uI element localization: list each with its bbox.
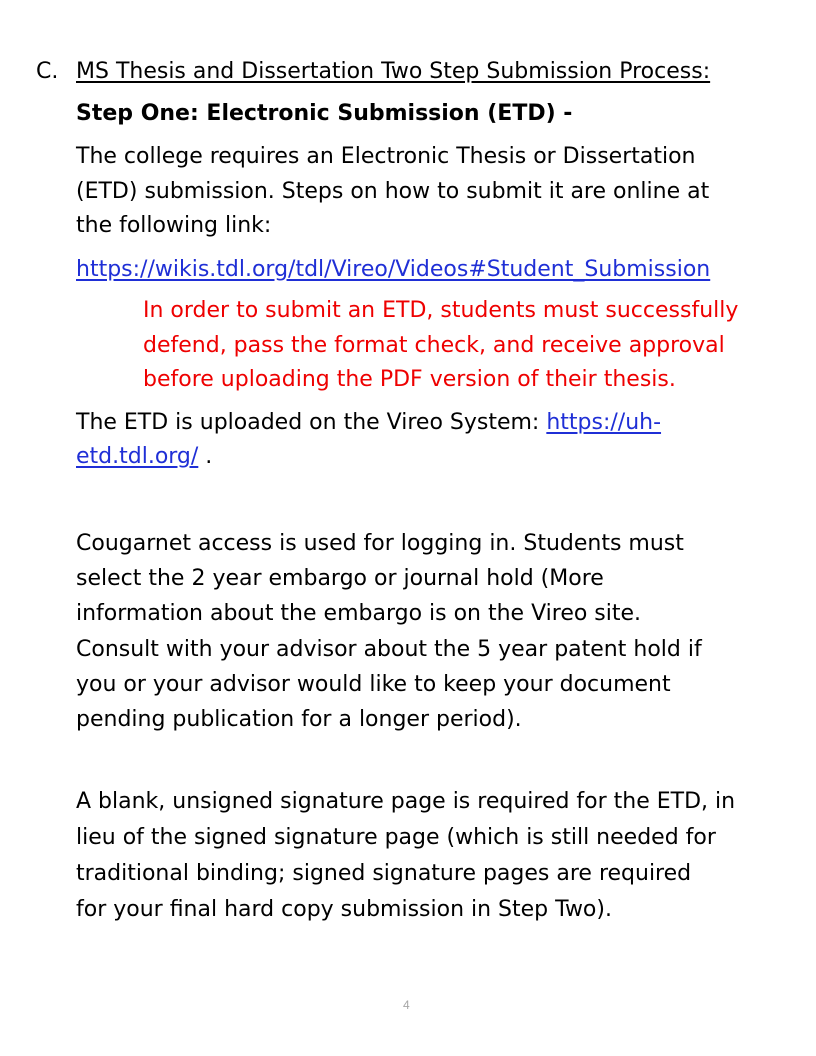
intro-line: (ETD) submission. Steps on how to submit it are online at	[76, 179, 710, 204]
upload-line	[76, 406, 661, 440]
upload-text: The ETD is uploaded on the Vireo System:	[76, 410, 547, 435]
cougarnet-line: Cougarnet access is used for logging in. Students must	[76, 531, 684, 556]
cougarnet-line: pending publication for a longer period).	[76, 707, 522, 732]
notice-line: defend, pass the format check, and receive approval	[143, 333, 725, 358]
signature-line: lieu of the signed signature page (which is still needed for	[76, 825, 716, 850]
notice-line: In order to submit an ETD, students must successfully	[143, 298, 739, 323]
vireo-videos-link[interactable]: https://wikis.tdl.org/tdl/Vireo/Videos#Student_Submission	[76, 257, 711, 282]
cougarnet-line: information about the embargo is on the Vireo site.	[76, 601, 642, 626]
cougarnet-line: select the 2 year embargo or journal hold (More	[76, 566, 604, 591]
section-heading: MS Thesis and Dissertation Two Step Submission Process:	[76, 59, 711, 84]
cougarnet-line: you or your advisor would like to keep your document	[76, 672, 671, 697]
section-marker: C.	[36, 59, 59, 84]
signature-line: A blank, unsigned signature page is required for the ETD, in	[76, 789, 736, 814]
vireo-system-link-continued[interactable]: etd.tdl.org/	[76, 444, 199, 469]
upload-trailing: .	[198, 444, 213, 469]
intro-line: the following link:	[76, 213, 272, 238]
signature-line: traditional binding; signed signature pages are required	[76, 861, 692, 886]
step-one-title: Step One: Electronic Submission (ETD) -	[76, 101, 573, 126]
vireo-system-link[interactable]: https://uh-	[546, 410, 662, 435]
intro-line: The college requires an Electronic Thesis or Dissertation	[76, 144, 696, 169]
upload-line-continued	[76, 440, 212, 474]
notice-line: before uploading the PDF version of their thesis.	[143, 367, 676, 392]
cougarnet-line: Consult with your advisor about the 5 year patent hold if	[76, 637, 702, 662]
page-number: 4	[403, 998, 410, 1012]
signature-line: for your final hard copy submission in Step Two).	[76, 897, 612, 922]
